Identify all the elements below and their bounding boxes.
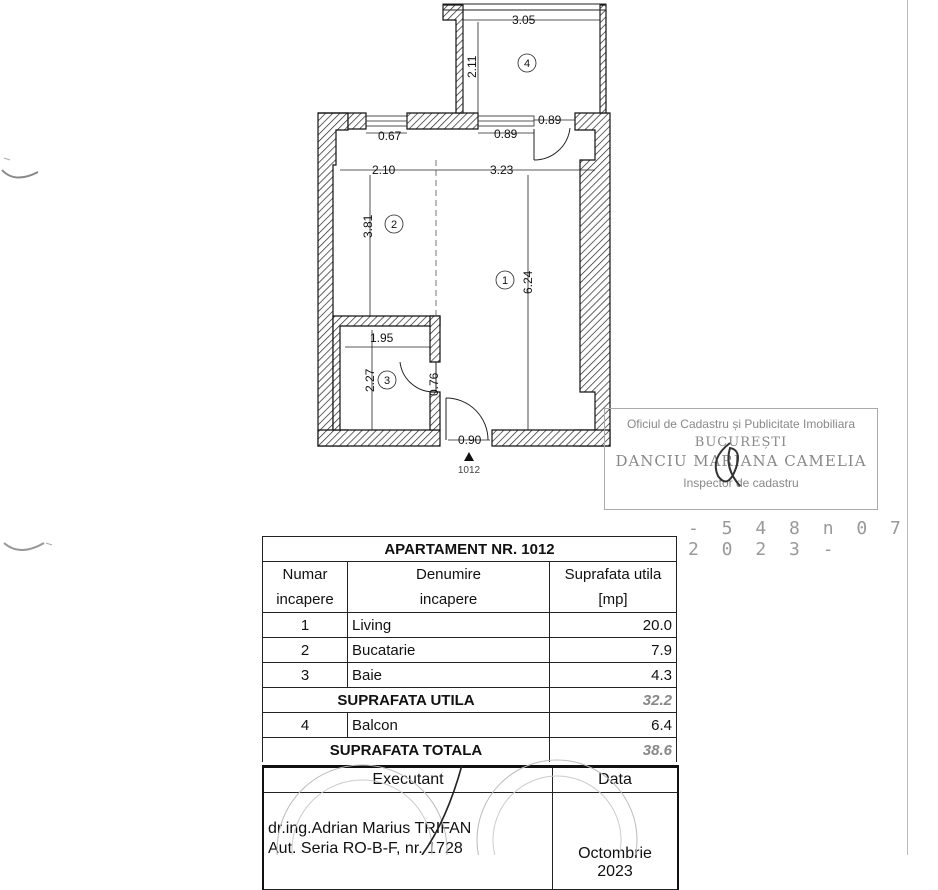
entry-label: 1012 — [457, 465, 481, 476]
rooms-table — [262, 536, 677, 762]
row-num: 2 — [263, 638, 348, 663]
dim-window-left: 0.67 — [378, 129, 402, 143]
dim-bath-door: 0.76 — [427, 372, 441, 396]
row-area: 6.4 — [550, 713, 677, 738]
room-marker-balcony: 4 — [523, 58, 531, 70]
row-area: 4.3 — [550, 663, 677, 688]
row-name: Baie — [348, 663, 550, 688]
stamp-city: BUCUREȘTI — [694, 435, 788, 450]
room-marker-bath: 3 — [383, 375, 391, 387]
dim-bath-width: 1.95 — [370, 331, 394, 345]
stamp-inspector-name: DANCIU MARIANA CAMELIA — [615, 452, 867, 470]
row-area: 20.0 — [550, 613, 677, 638]
room-marker-kitchen: 2 — [390, 219, 398, 231]
wall-top-right — [575, 113, 610, 446]
row-area: 7.9 — [550, 638, 677, 663]
scan-mark-bottom — [0, 525, 60, 565]
stamp-role: Inspector de cadastru — [683, 476, 799, 490]
signature-icon — [700, 438, 760, 498]
row-num: 3 — [263, 663, 348, 688]
executant-authorization: Aut. Seria RO-B-F, nr. 1728 — [268, 840, 463, 857]
total-area-value: 38.6 — [550, 738, 677, 763]
wall-bottom-left — [318, 430, 440, 446]
header-area: Suprafata utila [mp] — [550, 562, 677, 613]
entry-arrow-icon — [464, 452, 474, 461]
row-name: Bucatarie — [348, 638, 550, 663]
header-room-name: Denumire incapere — [348, 562, 550, 613]
row-num: 1 — [263, 613, 348, 638]
row-name: Living — [348, 613, 550, 638]
executant-table — [262, 765, 679, 890]
doors — [400, 128, 570, 440]
dim-kitchen-width: 2.10 — [372, 163, 396, 177]
room-marker-living: 1 — [501, 275, 509, 287]
stamp-office: Oficiul de Cadastru și Publicitate Imobiliara — [626, 417, 856, 431]
wall-bottom-right — [492, 430, 610, 446]
row-name: Balcon — [348, 713, 550, 738]
dim-living-depth: 6.24 — [521, 270, 535, 294]
wall-bath-right-lower — [430, 392, 440, 430]
dim-window-mid: 0.89 — [494, 127, 518, 141]
executant-info — [263, 793, 553, 890]
executant-date: Octombrie 2023 — [553, 793, 679, 890]
dim-living-width: 3.23 — [490, 163, 514, 177]
stamp-number: - 5 4 8 n 0 7 2 0 2 3 - — [688, 518, 907, 560]
executant-name: dr.ing.Adrian Marius TRIFAN — [268, 820, 472, 837]
header-room-number: Numar incapere — [263, 562, 348, 613]
dim-kitchen-depth: 3.81 — [361, 214, 375, 238]
wall-top-mid — [407, 113, 478, 129]
table-row — [263, 663, 677, 688]
table-title: APARTAMENT NR. 1012 — [263, 537, 677, 562]
table-row — [263, 638, 677, 663]
row-num: 4 — [263, 713, 348, 738]
dim-balcony-depth: 2.11 — [465, 55, 479, 78]
date-header: Data — [553, 767, 679, 793]
wall-balcony-right — [600, 5, 606, 113]
dim-window-right: 0.89 — [538, 113, 562, 127]
total-area-label: SUPRAFATA TOTALA — [263, 738, 550, 763]
useful-area-value: 32.2 — [550, 688, 677, 713]
executant-header: Executant — [263, 767, 553, 793]
wall-balcony-left — [443, 5, 463, 113]
dim-bath-depth: 2.27 — [363, 368, 377, 392]
table-row — [263, 713, 677, 738]
useful-area-label: SUPRAFATA UTILA — [263, 688, 550, 713]
table-row — [263, 613, 677, 638]
dim-entry-door: 0.90 — [458, 433, 482, 447]
dim-balcony-width: 3.05 — [512, 13, 536, 27]
wall-bath-right — [430, 316, 440, 362]
